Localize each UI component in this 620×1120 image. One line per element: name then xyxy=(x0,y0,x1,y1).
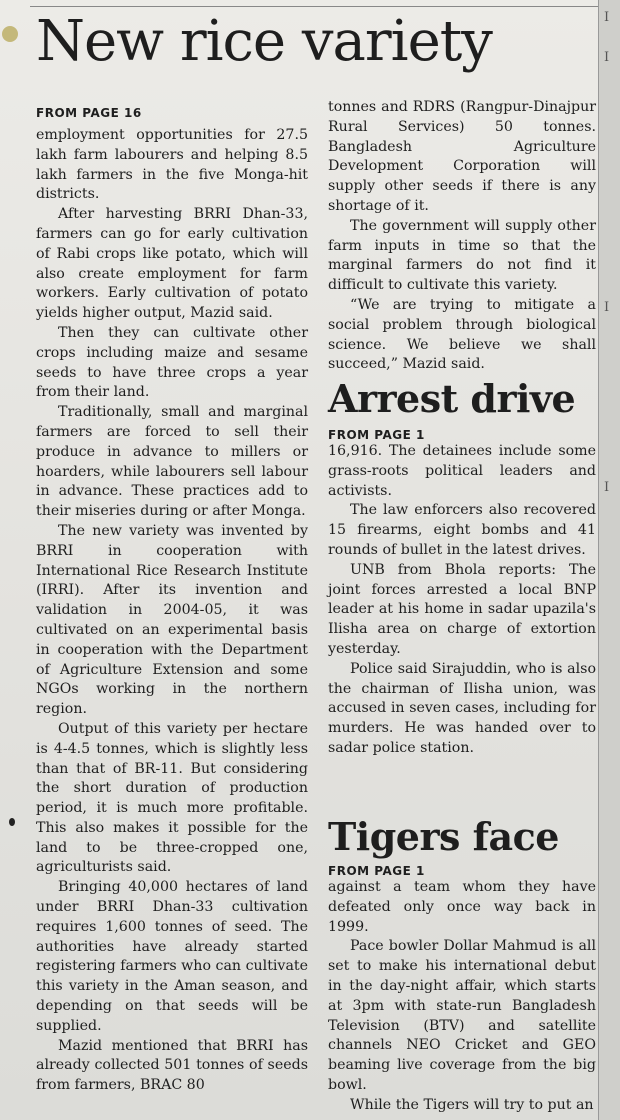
arrest-article-column xyxy=(328,442,596,759)
arrest-headline: Arrest drive xyxy=(328,376,576,421)
main-paragraph: The new variety was invented by BRRI in cooperation with International Rice Research Institute (IRRI). After its invention and validation in 2004-05, it was cultivated on an experimental basis in cooperation with the Department of Agriculture Extension and some NGOs working in the northern region. xyxy=(36,522,308,718)
tigers-paragraph: While the Tigers will try to put an xyxy=(350,1096,594,1113)
tigers-headline: Tigers face xyxy=(328,814,559,859)
main-headline: New rice variety xyxy=(36,9,492,74)
main-paragraph: Mazid mentioned that BRRI has already collected 501 tonnes of seeds from farmers, BRAC 80 xyxy=(36,1037,308,1094)
tigers-paragraph: Pace bowler Dollar Mahmud is all set to make his international debut in the day-night affair, which starts at 3pm with state-run Bangladesh Television (BTV) and satellite channels NEO Cricket and GEO beaming live coverage from the big bowl. xyxy=(328,938,596,1093)
edge-fragment: I xyxy=(604,300,610,315)
ink-dot xyxy=(9,818,15,826)
main-paragraph: employment opportunities for 27.5 lakh farm labourers and helping 8.5 lakh farmers in the five Monga-hit districts. xyxy=(36,127,308,203)
adjacent-column-edge xyxy=(598,0,620,1120)
tigers-article-column xyxy=(328,878,596,1116)
edge-fragment: I xyxy=(604,10,610,25)
main-paragraph: Traditionally, small and marginal farmers are forced to sell their produce in advance to millers or hoarders, while labourers sell labour in advance. These practices add to their miseries during or after Monga. xyxy=(36,404,308,520)
edge-fragment: I xyxy=(604,480,610,495)
arrest-paragraph: 16,916. The detainees include some grass-roots political leaders and activists. xyxy=(328,443,596,499)
ink-blot xyxy=(2,26,18,42)
tigers-kicker: FROM PAGE 1 xyxy=(328,864,425,878)
edge-fragment: I xyxy=(604,50,610,65)
main-paragraph: After harvesting BRRI Dhan-33, farmers can go for early cultivation of Rabi crops like potato, which will also create employment for farm workers. Early cultivation of potato yields higher output, Mazid said. xyxy=(36,206,308,322)
main-continued-paragraph: The government will supply other farm inputs in time so that the marginal farmers do not find it difficult to cultivate this variety. xyxy=(328,217,596,294)
tigers-paragraph: against a team whom they have defeated only once way back in 1999. xyxy=(328,879,596,935)
arrest-paragraph: Police said Sirajuddin, who is also the chairman of Ilisha union, was accused in seven cases, including for murders. He was handed over to sadar police station. xyxy=(328,660,596,756)
main-kicker: FROM PAGE 16 xyxy=(36,106,142,120)
main-paragraph: Output of this variety per hectare is 4-4.5 tonnes, which is slightly less than that of BR-11. But considering the short duration of production period, it is much more profitable. This also makes it possible for the land to be three-cropped one, agriculturists said. xyxy=(36,720,308,876)
arrest-kicker: FROM PAGE 1 xyxy=(328,428,425,442)
top-rule xyxy=(30,6,598,7)
main-article-column xyxy=(36,126,308,1096)
main-continued-paragraph: tonnes and RDRS (Rangpur-Dinajpur Rural Services) 50 tonnes. Bangladesh Agriculture Development Corporation will supply other seeds if there is any shortage of it. xyxy=(328,99,596,214)
main-paragraph: Then they can cultivate other crops including maize and sesame seeds to have three crops a year from their land. xyxy=(36,324,308,401)
main-article-continued xyxy=(328,98,596,375)
main-paragraph: Bringing 40,000 hectares of land under BRRI Dhan-33 cultivation requires 1,600 tonnes of seed. The authorities have already started registering farmers who can cultivate this variety in the Aman season, and depending on that seeds will be supplied. xyxy=(36,879,308,1034)
main-continued-paragraph: “We are trying to mitigate a social problem through biological science. We believe we shall succeed,” Mazid said. xyxy=(328,296,596,373)
arrest-paragraph: The law enforcers also recovered 15 firearms, eight bombs and 41 rounds of bullet in the latest drives. xyxy=(328,502,596,558)
arrest-paragraph: UNB from Bhola reports: The joint forces arrested a local BNP leader at his home in sadar upazila's Ilisha area on charge of extortion yesterday. xyxy=(328,561,596,657)
